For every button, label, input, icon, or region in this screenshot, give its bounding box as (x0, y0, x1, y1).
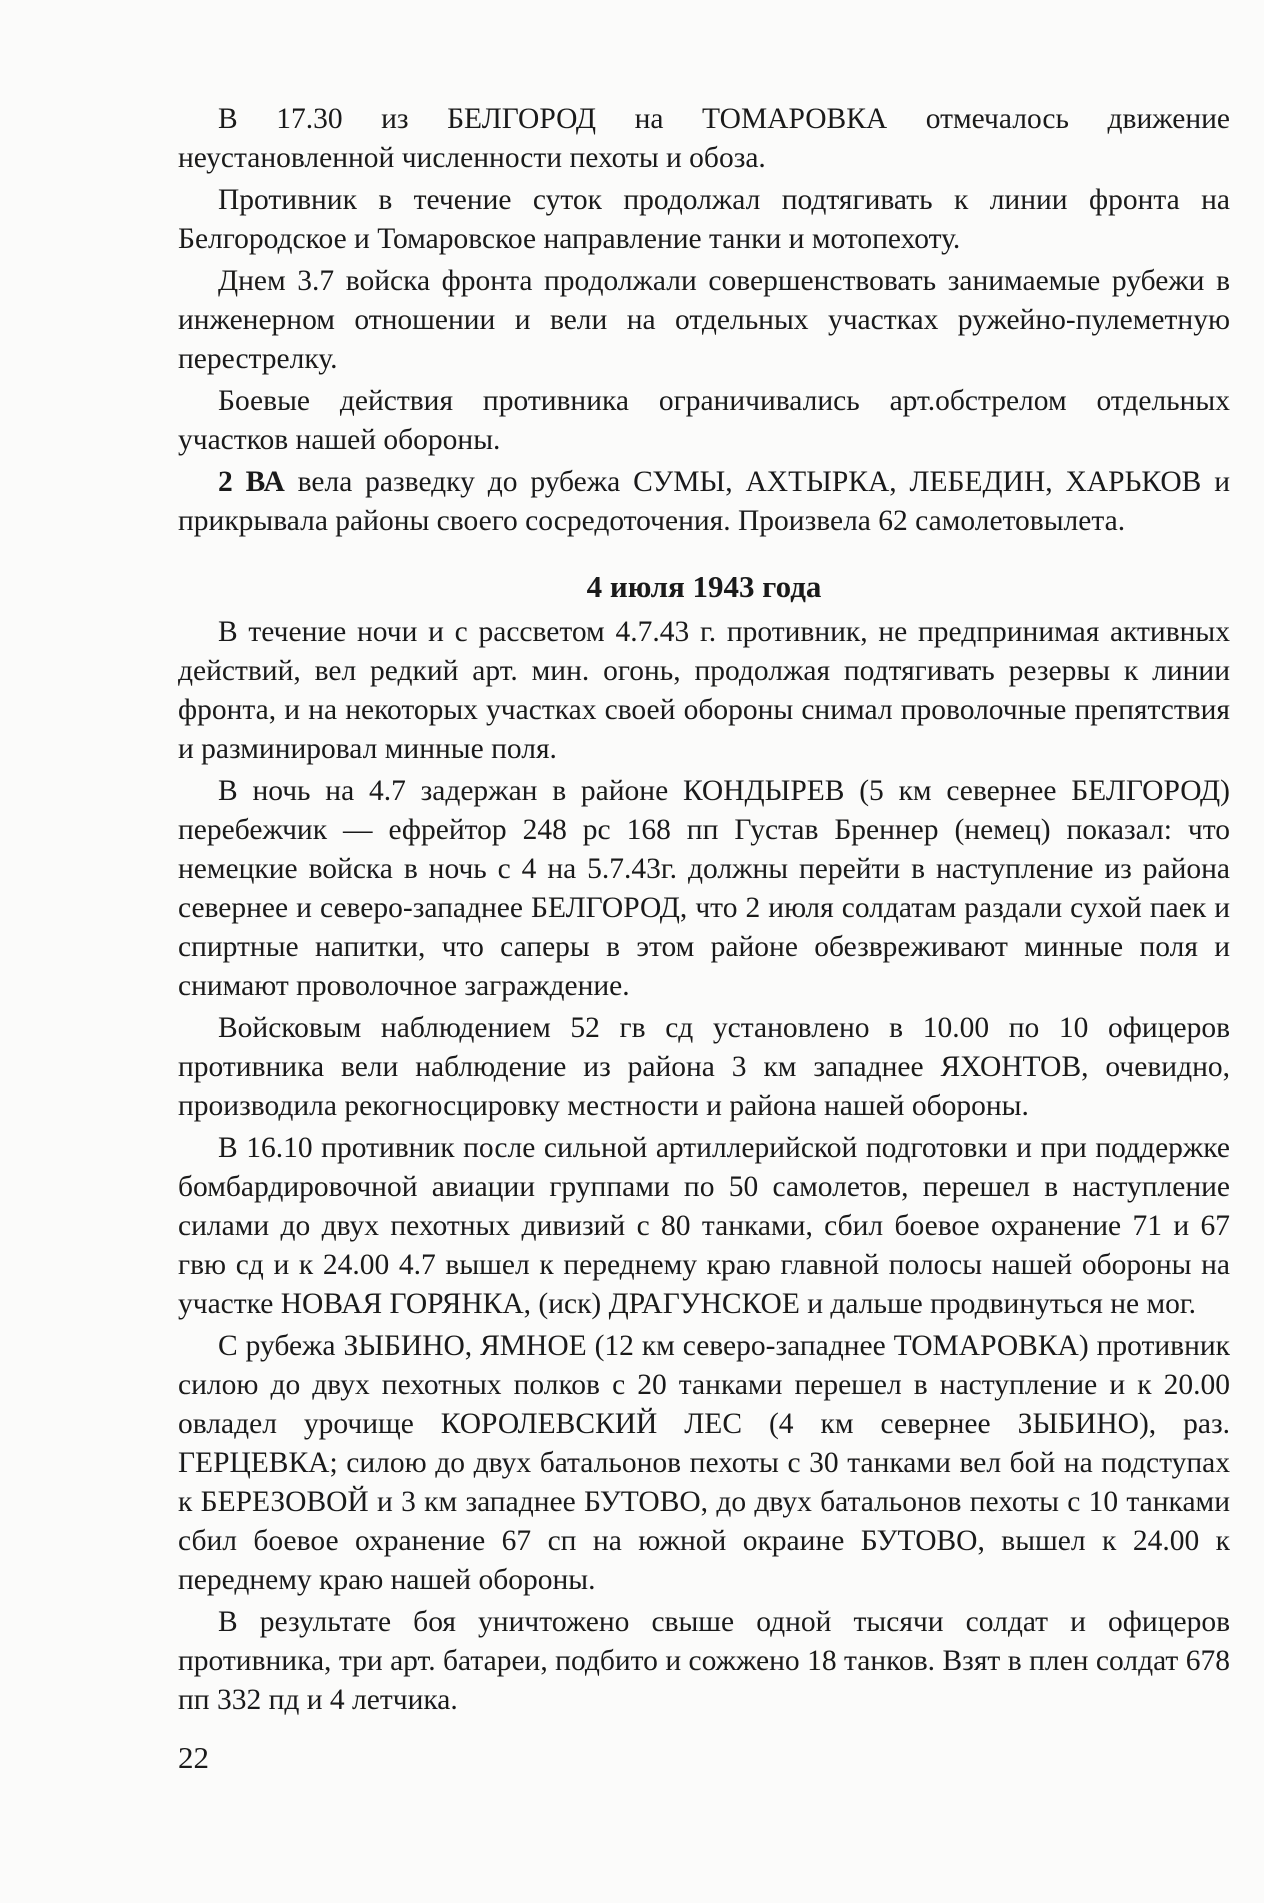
paragraph (178, 1009, 1230, 1126)
paragraph-text: В 16.10 противник после сильной артиллерийской подготовки и при поддержке бомбардировочной авиации группами по 50 самолетов, перешел в наступление силами до двух пехотных дивизий с 80 танками, сбил боевое охранение 71 и 67 гвю сд и к 24.00 4.7 вышел к переднему краю главной полосы нашей обороны на участке НОВАЯ ГОРЯНКА, (иск) ДРАГУНСКОЕ и дальше продвинуться не мог. (178, 1132, 1230, 1320)
paragraph-text: В 17.30 из БЕЛГОРОД на ТОМАРОВКА отмечалось движение неустановленной численности пехоты и обоза. (178, 103, 1230, 174)
paragraph (178, 463, 1230, 541)
paragraph-text: С рубежа ЗЫБИНО, ЯМНОЕ (12 км северо-западнее ТОМАРОВКА) противник силою до двух пехотных полков с 20 танками перешел в наступление и к 20.00 овладел урочище КОРОЛЕВСКИЙ ЛЕС (4 км севернее ЗЫБИНО), раз. ГЕРЦЕВКА; силою до двух батальонов пехоты с 30 танками вел бой на подступах к БЕРЕЗОВОЙ и 3 км западнее БУТОВО, до двух батальонов пехоты с 10 танками сбил боевое охранение 67 сп на южной окраине БУТОВО, вышел к 24.00 к переднему краю нашей обороны. (178, 1330, 1230, 1596)
paragraph (178, 772, 1230, 1006)
paragraph-text: В течение ночи и с рассветом 4.7.43 г. противник, не предпринимая активных действий, вел редкий арт. мин. огонь, продолжая подтягивать резервы к линии фронта, и на некоторых участках своей обороны снимал проволочные препятствия и разминировал минные поля. (178, 616, 1230, 765)
section-heading: 4 июля 1943 года (586, 569, 822, 604)
page-body (178, 100, 1230, 1720)
paragraph (178, 1129, 1230, 1324)
paragraph-text: В результате боя уничтожено свыше одной тысячи солдат и офицеров противника, три арт. батареи, подбито и сожжено 18 танков. Взят в плен солдат 678 пп 332 пд и 4 летчика. (178, 1606, 1230, 1716)
paragraph (178, 1327, 1230, 1600)
paragraph-text: Боевые действия противника ограничивались арт.обстрелом отдельных участков нашей обороны. (178, 385, 1230, 456)
paragraph-text: вела разведку до рубежа СУМЫ, АХТЫРКА, ЛЕБЕДИН, ХАРЬКОВ и прикрывала районы своего сосредоточения. Произвела 62 самолетовылета. (178, 466, 1231, 537)
paragraph-text: Войсковым наблюдением 52 гв сд установлено в 10.00 по 10 офицеров противника вели наблюдение из района 3 км западнее ЯХОНТОВ, очевидно, производила рекогносцировку местности и района нашей обороны. (178, 1012, 1230, 1122)
paragraph (178, 1603, 1230, 1720)
paragraph-text: Противник в течение суток продолжал подтягивать к линии фронта на Белгородское и Томаровское направление танки и мотопехоту. (178, 184, 1230, 255)
paragraph (178, 613, 1230, 769)
paragraph-text: В ночь на 4.7 задержан в районе КОНДЫРЕВ (5 км севернее БЕЛГОРОД) перебежчик — ефрейтор 248 рс 168 пп Густав Бреннер (немец) показал: что немецкие войска в ночь с 4 на 5.7.43г. должны перейти в наступление из района севернее и северо-западнее БЕЛГОРОД, что 2 июля солдатам раздали сухой паек и спиртные напитки, что саперы в этом районе обезвреживают минные поля и снимают проволочное заграждение. (178, 775, 1230, 1002)
paragraph (178, 382, 1230, 460)
page-number: 22 (178, 1740, 209, 1775)
paragraph (178, 100, 1230, 178)
paragraph (178, 262, 1230, 379)
paragraph-bold-lead: 2 ВА (218, 466, 285, 498)
paragraph (178, 181, 1230, 259)
paragraph-text: Днем 3.7 войска фронта продолжали совершенствовать занимаемые рубежи в инженерном отношении и вели на отдельных участках ружейно-пулеметную перестрелку. (178, 265, 1230, 375)
